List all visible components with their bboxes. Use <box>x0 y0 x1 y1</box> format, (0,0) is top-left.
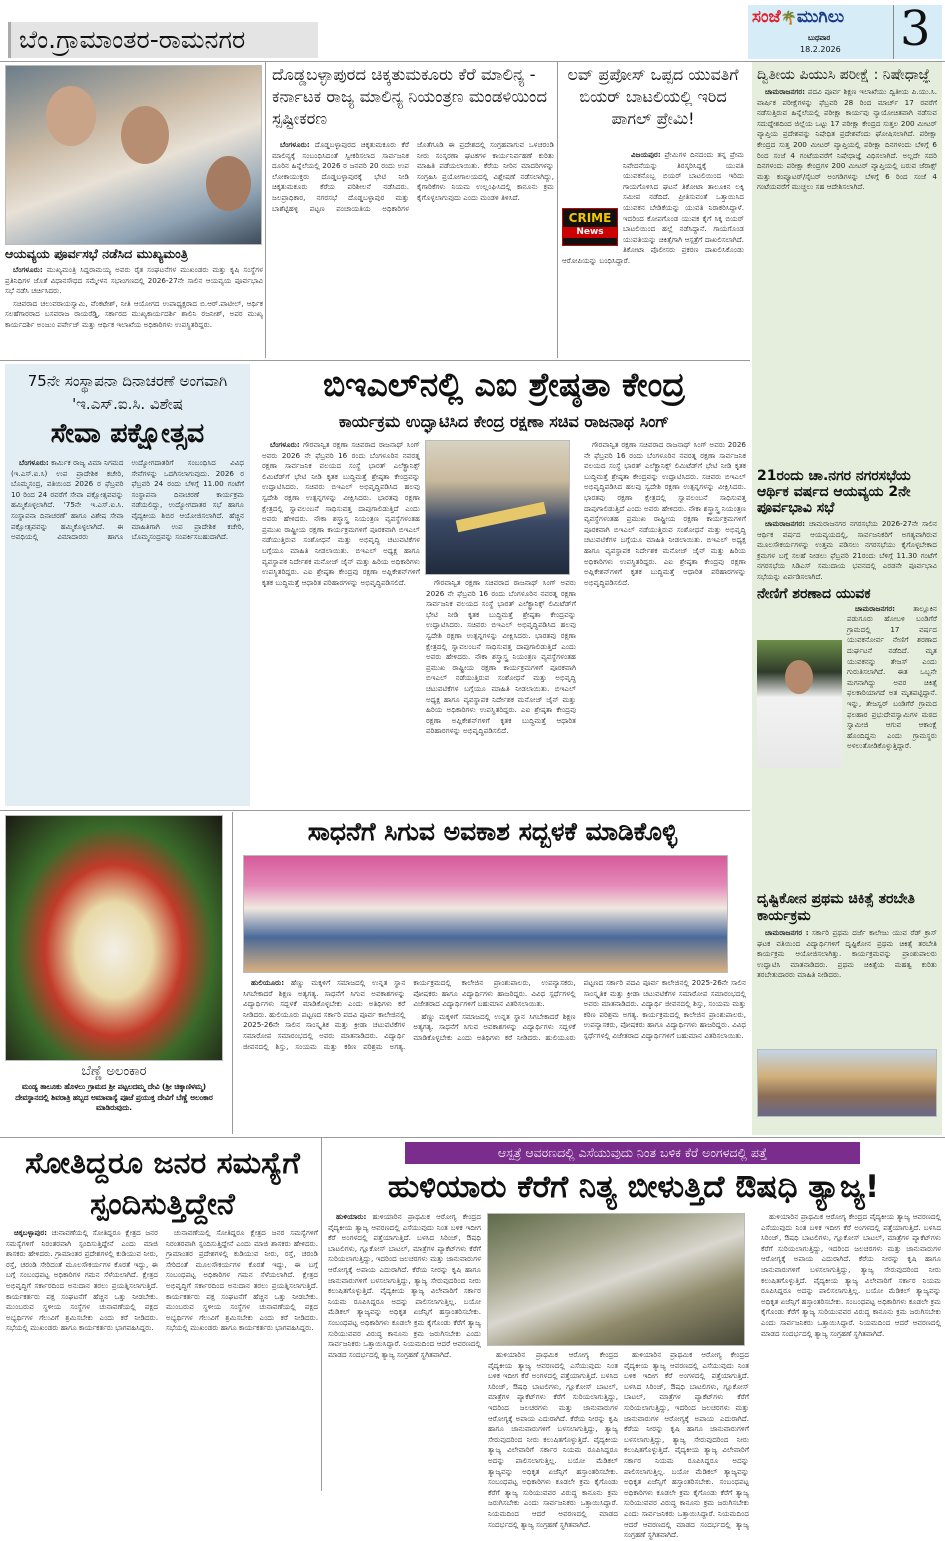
suicide-body <box>757 604 937 754</box>
budget-headline: 21ರಂದು ಚಾ.ನಗರ ನಗರಸಭೆಯ ಆರ್ಥಿಕ ವರ್ಷದ ಆಯವ್ಯಯ 2ನೇ ಪೂರ್ವಭಾವಿ ಸಭೆ <box>757 468 911 516</box>
temple-caption-title: ಬೆಣ್ಣೆ ಅಲಂಕಾರ <box>81 1064 147 1079</box>
paragraph: ಸರ್ಕಾರಿ ಪ್ರಥಮ ದರ್ಜೆ ಕಾಲೇಜು ಯುವ ರೆಡ್ ಕ್ರಾಸ್ ಘಟಕ ವತಿಯಿಂದ ವಿದ್ಯಾರ್ಥಿಗಳಿಗೆ ದೃಷ್ಟಿಕೋನ ಪ್ರಥಮ ಚಿಕಿತ್ಸೆ ತರಬೇತಿ ಕಾರ್ಯಕ್ರಮ ಆಯೋಜಿಸಲಾಗಿತ್ತು. ಕಾರ್ಯಕ್ರಮವನ್ನು ಪ್ರಾಂಶುಪಾಲರು ಉದ್ಘಾಟಿಸಿ ಮಾತನಾಡಿದರು. ಪ್ರಥಮ ಚಿಕಿತ್ಸೆಯ ಮಹತ್ವ ಕುರಿತು ತರಬೇತುದಾರರು ಮಾಹಿತಿ ನೀಡಿದರು. <box>757 928 937 980</box>
lake-headline: ದೊಡ್ಡಬಳ್ಳಾಪುರದ ಚಿಕ್ಕತುಮಕೂರು ಕೆರೆ ಮಾಲಿನ್ಯ - ಕರ್ನಾಟಕ ರಾಜ್ಯ ಮಾಲಿನ್ಯ ನಿಯಂತ್ರಣ ಮಂಡಳಿಯಿಂದ ಸ್ಪಷ್ಟೀಕರಣ <box>272 65 548 128</box>
dateline: ಹುಳಿಯಾರು: <box>336 1212 367 1221</box>
paragraph: ಚಾಮರಾಜನಗರ ನಗರಸಭೆಯ 2026-27ನೇ ಸಾಲಿನ ಆರ್ಥಿಕ ವರ್ಷದ ಆಯವ್ಯಯದಲ್ಲಿ, ಸಾರ್ವಜನಿಕರಿಗೆ ಅಗತ್ಯವಾಗಿರುವ ಮೂಲಸೌಕರ್ಯಗಳನ್ನು ಉತ್ತಮ ಪಡಿಸಲು ನಗರಸಭೆಯು ಕೈಗೊಳ್ಳಬೇಕಾದ ಕ್ರಮಗಳ ಬಗ್ಗೆ ಸಲಹೆ ನೀಡಲು ಫೆಬ್ರವರಿ 21ರಂದು ಬೆಳಿಗ್ಗೆ 11.30 ಗಂಟೆಗೆ ನಗರಸಭೆಯ ಸಿಡಿಎಸ್ ಸಮುದಾಯ ಭವನದಲ್ಲಿ ಎರಡನೇ ಪೂರ್ವಭಾವಿ ಸಭೆಯನ್ನು ಏರ್ಪಡಿಸಲಾಗಿದೆ. <box>757 519 937 581</box>
paragraph: ಹೆಣ್ಣು ಮಕ್ಕಳಿಗೆ ಸಮಾಜದಲ್ಲಿ ಉನ್ನತ ಸ್ಥಾನ ಸಿಗಬೇಕಾದರೆ ಶಿಕ್ಷಣ ಅತ್ಯಗತ್ಯ. ಸಾಧನೆಗೆ ಸಿಗುವ ಅವಕಾಶಗಳನ್ನು ವಿದ್ಯಾರ್ಥಿಗಳು ಸದ್ಬಳಕೆ ಮಾಡಿಕೊಳ್ಳಬೇಕು ಎಂದು ಅತಿಥಿಗಳು ಕರೆ ನೀಡಿದರು. ಹುಲಿಯೂರು ಪಟ್ಟಣದ ಸರ್ಕಾರಿ ಪದವಿ ಪೂರ್ವ ಕಾಲೇಜಿನಲ್ಲಿ 2025-26ನೇ ಸಾಲಿನ ಸಾಂಸ್ಕೃತಿಕ ಮತ್ತು ಕ್ರೀಡಾ ಚಟುವಟಿಕೆಗಳ ಸಮಾರೋಪ ಸಮಾರಂಭದಲ್ಲಿ ಅವರು ಮಾತನಾಡಿದರು. ವಿದ್ಯಾರ್ಥಿ ಜೀವನದಲ್ಲಿ ಶಿಸ್ತು, ಸಂಯಮ ಮತ್ತು ಕಠಿಣ ಪರಿಶ್ರಮ ಅಗತ್ಯ. ಕಾರ್ಯಕ್ರಮದಲ್ಲಿ ಕಾಲೇಜಿನ ಪ್ರಾಂಶುಪಾಲರು, ಉಪನ್ಯಾಸಕರು, ಪೋಷಕರು ಹಾಗೂ ವಿದ್ಯಾರ್ಥಿಗಳು ಹಾಜರಿದ್ದರು. ವಿವಿಧ ಸ್ಪರ್ಧೆಗಳಲ್ಲಿ ವಿಜೇತರಾದ ವಿದ್ಯಾರ್ಥಿಗಳಿಗೆ ಬಹುಮಾನ ವಿತರಿಸಲಾಯಿತು. <box>243 978 576 1051</box>
paragraph: ಹುಳಿಯಾರಿನ ಪ್ರಾಥಮಿಕ ಆರೋಗ್ಯ ಕೇಂದ್ರದ ವೈದ್ಯಕೀಯ ತ್ಯಾಜ್ಯ ಆವರಣದಲ್ಲಿ ಎಸೆಯುವುದು ನಿಂತ ಬಳಿಕ ಇದೀಗ ಕೆರೆ ಅಂಗಳದಲ್ಲಿ ಪತ್ತೆಯಾಗುತ್ತಿದೆ. ಬಳಸಿದ ಸಿರಿಂಜ್, ಔಷಧಿ ಬಾಟಲಿಗಳು, ಗ್ಲೂಕೋಸ್ ಬಾಟಲ್, ಮಾತ್ರೆಗಳ ಪ್ಯಾಕೆಟ್‌ಗಳು ಕೆರೆಗೆ ಸುರಿಯಲಾಗುತ್ತಿದ್ದು, ಇದರಿಂದ ಜಲಚರಗಳು ಮತ್ತು ಜಾನುವಾರುಗಳ ಆರೋಗ್ಯಕ್ಕೆ ಅಪಾಯ ಎದುರಾಗಿದೆ. ಕೆರೆಯ ನೀರನ್ನು ಕೃಷಿ ಹಾಗೂ ಜಾನುವಾರುಗಳಿಗೆ ಬಳಸಲಾಗುತ್ತಿದ್ದು, ತ್ಯಾಜ್ಯ ಸೇರುವುದರಿಂದ ನೀರು ಕಲುಷಿತಗೊಳ್ಳುತ್ತಿದೆ. ವೈದ್ಯಕೀಯ ತ್ಯಾಜ್ಯ ವಿಲೇವಾರಿಗೆ ಸರ್ಕಾರ ನಿಯಮ ರೂಪಿಸಿದ್ದರೂ ಅದನ್ನು ಪಾಲಿಸಲಾಗುತ್ತಿಲ್ಲ. ಬಯೋ ಮೆಡಿಕಲ್ ತ್ಯಾಜ್ಯವನ್ನು ಅಧಿಕೃತ ಏಜೆನ್ಸಿಗೆ ಹಸ್ತಾಂತರಿಸಬೇಕು. ಸಂಬಂಧಪಟ್ಟ ಅಧಿಕಾರಿಗಳು ಕೂಡಲೇ ಕ್ರಮ ಕೈಗೊಂಡು ಕೆರೆಗೆ ತ್ಯಾಜ್ಯ ಸುರಿಯುವವರ ವಿರುದ್ಧ ಕಾನೂನು ಕ್ರಮ ಜರುಗಿಸಬೇಕು ಎಂದು ಸಾರ್ವಜನಿಕರು ಒತ್ತಾಯಿಸಿದ್ದಾರೆ. ನಿಯಮದಿಂದ ಆದರೆ ಆವರಣದಲ್ಲಿ ಮಾಡದ ಸಂದರ್ಭದಲ್ಲಿ ತ್ಯಾಜ್ಯ ಸಂಗ್ರಹಣೆ ಸ್ಥಗಿತವಾಗಿದೆ. <box>761 1212 941 1338</box>
dateline: ವಿಜಯಪುರ: <box>631 150 661 159</box>
paragraph: ಗೌರವಾನ್ವಿತ ರಕ್ಷಣಾ ಸಚಿವರಾದ ರಾಜನಾಥ್ ಸಿಂಗ್ ಅವರು 2026 ನೇ ಫೆಬ್ರವರಿ 16 ರಂದು ಬೆಂಗಳೂರಿನ ನವರತ್ನ ರಕ್ಷಣಾ ಸಾರ್ವಜನಿಕ ವಲಯದ ಸಂಸ್ಥೆ ಭಾರತ್ ಎಲೆಕ್ಟ್ರಾನಿಕ್ಸ್ ಲಿಮಿಟೆಡ್‌ಗೆ ಭೇಟಿ ನೀಡಿ ಕೃತಕ ಬುದ್ಧಿಮತ್ತೆ ಶ್ರೇಷ್ಠತಾ ಕೇಂದ್ರವನ್ನು ಉದ್ಘಾಟಿಸಿದರು. ಸಚಿವರು ಬಿಇಎಲ್ ಅಭಿವೃದ್ಧಿಪಡಿಸಿದ ಹಲವು ಸ್ವದೇಶಿ ರಕ್ಷಣಾ ಉತ್ಪನ್ನಗಳನ್ನು ವೀಕ್ಷಿಸಿದರು. ಭಾರತವು ರಕ್ಷಣಾ ಕ್ಷೇತ್ರದಲ್ಲಿ ಸ್ವಾವಲಂಬನೆ ಸಾಧಿಸುವತ್ತ ದಾಪುಗಾಲಿಡುತ್ತಿದೆ ಎಂದು ಅವರು ಹೇಳಿದರು. ನೌಕಾ ಶಸ್ತ್ರಾಸ್ತ್ರ ನಿಯಂತ್ರಣ ವ್ಯವಸ್ಥೆಗಳಂತಹ ಪ್ರಮುಖ ರಾಷ್ಟ್ರೀಯ ರಕ್ಷಣಾ ಕಾರ್ಯಕ್ರಮಗಳಿಗೆ ಪೂರಕವಾಗಿ ಬಿಇಎಲ್ ನಡೆಯುತ್ತಿರುವ ಸಂಶೋಧನೆ ಮತ್ತು ಅಭಿವೃದ್ಧಿ ಚಟುವಟಿಕೆಗಳ ಬಗ್ಗೆಯೂ ಮಾಹಿತಿ ನೀಡಲಾಯಿತು. ಬಿಇಎಲ್ ಅಧ್ಯಕ್ಷ ಹಾಗೂ ವ್ಯವಸ್ಥಾಪಕ ನಿರ್ದೇಶಕ ಮನೋಜ್ ಜೈನ್ ಮತ್ತು ಹಿರಿಯ ಅಧಿಕಾರಿಗಳು ಉಪಸ್ಥಿತರಿದ್ದರು. ಎಐ ಶ್ರೇಷ್ಠತಾ ಕೇಂದ್ರವು ರಕ್ಷಣಾ ಅಪ್ಲಿಕೇಶನ್‌ಗಳಿಗೆ ಕೃತಕ ಬುದ್ಧಿಮತ್ತೆ ಆಧಾರಿತ ಪರಿಹಾರಗಳನ್ನು ಅಭಿವೃದ್ಧಿಪಡಿಸಲಿದೆ. <box>262 440 420 587</box>
esic-body <box>11 458 244 788</box>
waste-kicker: ಆಸ್ಪತ್ರೆ ಆವರಣದಲ್ಲಿ ಎಸೆಯುವುದು ನಿಂತ ಬಳಿಕ ಕೆರೆ ಅಂಗಳದಲ್ಲಿ ಪತ್ತೆ <box>405 1142 860 1164</box>
waste-body <box>328 1212 941 1540</box>
public-headline: ಸೋತಿದ್ದರೂ ಜನರ ಸಮಸ್ಯೆಗೆ ಸ್ಪಂದಿಸುತ್ತಿದ್ದೇನೆ <box>25 1146 300 1222</box>
dateline: ಹುಲಿಯೂರು: <box>251 978 285 987</box>
lake-body <box>272 140 554 352</box>
students-headline: ಸಾಧನೆಗೆ ಸಿಗುವ ಅವಕಾಶ ಸದ್ಬಳಕೆ ಮಾಡಿಕೊಳ್ಳಿ <box>307 817 678 846</box>
students-body <box>243 978 746 1130</box>
youth-photo <box>757 640 842 768</box>
paragraph: ಗೌರವಾನ್ವಿತ ರಕ್ಷಣಾ ಸಚಿವರಾದ ರಾಜನಾಥ್ ಸಿಂಗ್ ಅವರು 2026 ನೇ ಫೆಬ್ರವರಿ 16 ರಂದು ಬೆಂಗಳೂರಿನ ನವರತ್ನ ರಕ್ಷಣಾ ಸಾರ್ವಜನಿಕ ವಲಯದ ಸಂಸ್ಥೆ ಭಾರತ್ ಎಲೆಕ್ಟ್ರಾನಿಕ್ಸ್ ಲಿಮಿಟೆಡ್‌ಗೆ ಭೇಟಿ ನೀಡಿ ಕೃತಕ ಬುದ್ಧಿಮತ್ತೆ ಶ್ರೇಷ್ಠತಾ ಕೇಂದ್ರವನ್ನು ಉದ್ಘಾಟಿಸಿದರು. ಸಚಿವರು ಬಿಇಎಲ್ ಅಭಿವೃದ್ಧಿಪಡಿಸಿದ ಹಲವು ಸ್ವದೇಶಿ ರಕ್ಷಣಾ ಉತ್ಪನ್ನಗಳನ್ನು ವೀಕ್ಷಿಸಿದರು. ಭಾರತವು ರಕ್ಷಣಾ ಕ್ಷೇತ್ರದಲ್ಲಿ ಸ್ವಾವಲಂಬನೆ ಸಾಧಿಸುವತ್ತ ದಾಪುಗಾಲಿಡುತ್ತಿದೆ ಎಂದು ಅವರು ಹೇಳಿದರು. ನೌಕಾ ಶಸ್ತ್ರಾಸ್ತ್ರ ನಿಯಂತ್ರಣ ವ್ಯವಸ್ಥೆಗಳಂತಹ ಪ್ರಮುಖ ರಾಷ್ಟ್ರೀಯ ರಕ್ಷಣಾ ಕಾರ್ಯಕ್ರಮಗಳಿಗೆ ಪೂರಕವಾಗಿ ಬಿಇಎಲ್ ನಡೆಯುತ್ತಿರುವ ಸಂಶೋಧನೆ ಮತ್ತು ಅಭಿವೃದ್ಧಿ ಚಟುವಟಿಕೆಗಳ ಬಗ್ಗೆಯೂ ಮಾಹಿತಿ ನೀಡಲಾಯಿತು. ಬಿಇಎಲ್ ಅಧ್ಯಕ್ಷ ಹಾಗೂ ವ್ಯವಸ್ಥಾಪಕ ನಿರ್ದೇಶಕ ಮನೋಜ್ ಜೈನ್ ಮತ್ತು ಹಿರಿಯ ಅಧಿಕಾರಿಗಳು ಉಪಸ್ಥಿತರಿದ್ದರು. ಎಐ ಶ್ರೇಷ್ಠತಾ ಕೇಂದ್ರವು ರಕ್ಷಣಾ ಅಪ್ಲಿಕೇಶನ್‌ಗಳಿಗೆ ಕೃತಕ ಬುದ್ಧಿಮತ್ತೆ ಆಧಾರಿತ ಪರಿಹಾರಗಳನ್ನು ಅಭಿವೃದ್ಧಿಪಡಿಸಲಿದೆ. <box>584 440 746 587</box>
paragraph: ಪ್ರೇಮಿಗಳ ದಿನದಂದು ತನ್ನ ಪ್ರೇಮ ನಿವೇದನೆಯನ್ನು ತಿರಸ್ಕರಿಸಿದ್ದಕ್ಕೆ ಯುವತಿ ಯುವಕನೊಬ್ಬ ಬಿಯರ್ ಬಾಟಲಿಯಿಂದ ಇರಿದು ಗಾಯಗೊಳಿಸಿದ ಘಟನೆ ತಿಕೋಟಾ ತಾಲೂಕಿನ ಲಕ್ಕಿ ಸಮೀಪ ನಡೆದಿದೆ. ಪ್ರೀತಿಸುವಂತೆ ಒತ್ತಾಯಿಸಿದ ಯುವಕನ ಬೇಡಿಕೆಯನ್ನು ಯುವತಿ ನಿರಾಕರಿಸಿದ್ದಾಳೆ. ಇದರಿಂದ ಕೋಪಗೊಂಡ ಯುವಕ ಕೈಗೆ ಸಿಕ್ಕ ಬಿಯರ್ ಬಾಟಲಿಯಿಂದ ಹಲ್ಲೆ ನಡೆಸಿದ್ದಾನೆ. ಗಾಯಗೊಂಡ ಯುವತಿಯನ್ನು ಚಿಕಿತ್ಸೆಗಾಗಿ ಆಸ್ಪತ್ರೆಗೆ ದಾಖಲಿಸಲಾಗಿದೆ. ತಿಕೋಟಾ ಪೊಲೀಸರು ಪ್ರಕರಣ ದಾಖಲಿಸಿಕೊಂಡು ಆರೋಪಿಯನ್ನು ಬಂಧಿಸಿದ್ದಾರೆ. <box>562 150 744 265</box>
paragraph: ಹುಳಿಯಾರಿನ ಪ್ರಾಥಮಿಕ ಆರೋಗ್ಯ ಕೇಂದ್ರದ ವೈದ್ಯಕೀಯ ತ್ಯಾಜ್ಯ ಆವರಣದಲ್ಲಿ ಎಸೆಯುವುದು ನಿಂತ ಬಳಿಕ ಇದೀಗ ಕೆರೆ ಅಂಗಳದಲ್ಲಿ ಪತ್ತೆಯಾಗುತ್ತಿದೆ. ಬಳಸಿದ ಸಿರಿಂಜ್, ಔಷಧಿ ಬಾಟಲಿಗಳು, ಗ್ಲೂಕೋಸ್ ಬಾಟಲ್, ಮಾತ್ರೆಗಳ ಪ್ಯಾಕೆಟ್‌ಗಳು ಕೆರೆಗೆ ಸುರಿಯಲಾಗುತ್ತಿದ್ದು, ಇದರಿಂದ ಜಲಚರಗಳು ಮತ್ತು ಜಾನುವಾರುಗಳ ಆರೋಗ್ಯಕ್ಕೆ ಅಪಾಯ ಎದುರಾಗಿದೆ. ಕೆರೆಯ ನೀರನ್ನು ಕೃಷಿ ಹಾಗೂ ಜಾನುವಾರುಗಳಿಗೆ ಬಳಸಲಾಗುತ್ತಿದ್ದು, ತ್ಯಾಜ್ಯ ಸೇರುವುದರಿಂದ ನೀರು ಕಲುಷಿತಗೊಳ್ಳುತ್ತಿದೆ. ವೈದ್ಯಕೀಯ ತ್ಯಾಜ್ಯ ವಿಲೇವಾರಿಗೆ ಸರ್ಕಾರ ನಿಯಮ ರೂಪಿಸಿದ್ದರೂ ಅದನ್ನು ಪಾಲಿಸಲಾಗುತ್ತಿಲ್ಲ. ಬಯೋ ಮೆಡಿಕಲ್ ತ್ಯಾಜ್ಯವನ್ನು ಅಧಿಕೃತ ಏಜೆನ್ಸಿಗೆ ಹಸ್ತಾಂತರಿಸಬೇಕು. ಸಂಬಂಧಪಟ್ಟ ಅಧಿಕಾರಿಗಳು ಕೂಡಲೇ ಕ್ರಮ ಕೈಗೊಂಡು ಕೆರೆಗೆ ತ್ಯಾಜ್ಯ ಸುರಿಯುವವರ ವಿರುದ್ಧ ಕಾನೂನು ಕ್ರಮ ಜರುಗಿಸಬೇಕು ಎಂದು ಸಾರ್ವಜನಿಕರು ಒತ್ತಾಯಿಸಿದ್ದಾರೆ. ನಿಯಮದಿಂದ ಆದರೆ ಆವರಣದಲ್ಲಿ ಮಾಡದ ಸಂದರ್ಭದಲ್ಲಿ ತ್ಯಾಜ್ಯ ಸಂಗ್ರಹಣೆ ಸ್ಥಗಿತವಾಗಿದೆ. <box>488 1350 618 1529</box>
dateline: ಬೆಂಗಳೂರು: <box>13 265 43 274</box>
bel-body <box>262 440 746 808</box>
paragraph: ಗೌರವಾನ್ವಿತ ರಕ್ಷಣಾ ಸಚಿವರಾದ ರಾಜನಾಥ್ ಸಿಂಗ್ ಅವರು 2026 ನೇ ಫೆಬ್ರವರಿ 16 ರಂದು ಬೆಂಗಳೂರಿನ ನವರತ್ನ ರಕ್ಷಣಾ ಸಾರ್ವಜನಿಕ ವಲಯದ ಸಂಸ್ಥೆ ಭಾರತ್ ಎಲೆಕ್ಟ್ರಾನಿಕ್ಸ್ ಲಿಮಿಟೆಡ್‌ಗೆ ಭೇಟಿ ನೀಡಿ ಕೃತಕ ಬುದ್ಧಿಮತ್ತೆ ಶ್ರೇಷ್ಠತಾ ಕೇಂದ್ರವನ್ನು ಉದ್ಘಾಟಿಸಿದರು. ಸಚಿವರು ಬಿಇಎಲ್ ಅಭಿವೃದ್ಧಿಪಡಿಸಿದ ಹಲವು ಸ್ವದೇಶಿ ರಕ್ಷಣಾ ಉತ್ಪನ್ನಗಳನ್ನು ವೀಕ್ಷಿಸಿದರು. ಭಾರತವು ರಕ್ಷಣಾ ಕ್ಷೇತ್ರದಲ್ಲಿ ಸ್ವಾವಲಂಬನೆ ಸಾಧಿಸುವತ್ತ ದಾಪುಗಾಲಿಡುತ್ತಿದೆ ಎಂದು ಅವರು ಹೇಳಿದರು. ನೌಕಾ ಶಸ್ತ್ರಾಸ್ತ್ರ ನಿಯಂತ್ರಣ ವ್ಯವಸ್ಥೆಗಳಂತಹ ಪ್ರಮುಖ ರಾಷ್ಟ್ರೀಯ ರಕ್ಷಣಾ ಕಾರ್ಯಕ್ರಮಗಳಿಗೆ ಪೂರಕವಾಗಿ ಬಿಇಎಲ್ ನಡೆಯುತ್ತಿರುವ ಸಂಶೋಧನೆ ಮತ್ತು ಅಭಿವೃದ್ಧಿ ಚಟುವಟಿಕೆಗಳ ಬಗ್ಗೆಯೂ ಮಾಹಿತಿ ನೀಡಲಾಯಿತು. ಬಿಇಎಲ್ ಅಧ್ಯಕ್ಷ ಹಾಗೂ ವ್ಯವಸ್ಥಾಪಕ ನಿರ್ದೇಶಕ ಮನೋಜ್ ಜೈನ್ ಮತ್ತು ಹಿರಿಯ ಅಧಿಕಾರಿಗಳು ಉಪಸ್ಥಿತರಿದ್ದರು. ಎಐ ಶ್ರೇಷ್ಠತಾ ಕೇಂದ್ರವು ರಕ್ಷಣಾ ಅಪ್ಲಿಕೇಶನ್‌ಗಳಿಗೆ ಕೃತಕ ಬುದ್ಧಿಮತ್ತೆ ಆಧಾರಿತ ಪರಿಹಾರಗಳನ್ನು ಅಭಿವೃದ್ಧಿಪಡಿಸಲಿದೆ. <box>426 578 576 736</box>
paragraph: ಹುಳಿಯಾರಿನ ಪ್ರಾಥಮಿಕ ಆರೋಗ್ಯ ಕೇಂದ್ರದ ವೈದ್ಯಕೀಯ ತ್ಯಾಜ್ಯ ಆವರಣದಲ್ಲಿ ಎಸೆಯುವುದು ನಿಂತ ಬಳಿಕ ಇದೀಗ ಕೆರೆ ಅಂಗಳದಲ್ಲಿ ಪತ್ತೆಯಾಗುತ್ತಿದೆ. ಬಳಸಿದ ಸಿರಿಂಜ್, ಔಷಧಿ ಬಾಟಲಿಗಳು, ಗ್ಲೂಕೋಸ್ ಬಾಟಲ್, ಮಾತ್ರೆಗಳ ಪ್ಯಾಕೆಟ್‌ಗಳು ಕೆರೆಗೆ ಸುರಿಯಲಾಗುತ್ತಿದ್ದು, ಇದರಿಂದ ಜಲಚರಗಳು ಮತ್ತು ಜಾನುವಾರುಗಳ ಆರೋಗ್ಯಕ್ಕೆ ಅಪಾಯ ಎದುರಾಗಿದೆ. ಕೆರೆಯ ನೀರನ್ನು ಕೃಷಿ ಹಾಗೂ ಜಾನುವಾರುಗಳಿಗೆ ಬಳಸಲಾಗುತ್ತಿದ್ದು, ತ್ಯಾಜ್ಯ ಸೇರುವುದರಿಂದ ನೀರು ಕಲುಷಿತಗೊಳ್ಳುತ್ತಿದೆ. ವೈದ್ಯಕೀಯ ತ್ಯಾಜ್ಯ ವಿಲೇವಾರಿಗೆ ಸರ್ಕಾರ ನಿಯಮ ರೂಪಿಸಿದ್ದರೂ ಅದನ್ನು ಪಾಲಿಸಲಾಗುತ್ತಿಲ್ಲ. ಬಯೋ ಮೆಡಿಕಲ್ ತ್ಯಾಜ್ಯವನ್ನು ಅಧಿಕೃತ ಏಜೆನ್ಸಿಗೆ ಹಸ್ತಾಂತರಿಸಬೇಕು. ಸಂಬಂಧಪಟ್ಟ ಅಧಿಕಾರಿಗಳು ಕೂಡಲೇ ಕ್ರಮ ಕೈಗೊಂಡು ಕೆರೆಗೆ ತ್ಯಾಜ್ಯ ಸುರಿಯುವವರ ವಿರುದ್ಧ ಕಾನೂನು ಕ್ರಮ ಜರುಗಿಸಬೇಕು ಎಂದು ಸಾರ್ವಜನಿಕರು ಒತ್ತಾಯಿಸಿದ್ದಾರೆ. ನಿಯಮದಿಂದ ಆದರೆ ಆವರಣದಲ್ಲಿ ಮಾಡದ ಸಂದರ್ಭದಲ್ಲಿ ತ್ಯಾಜ್ಯ ಸಂಗ್ರಹಣೆ ಸ್ಥಗಿತವಾಗಿದೆ. <box>328 1212 481 1359</box>
bel-subhead: ಕಾರ್ಯಕ್ರಮ ಉದ್ಘಾಟಿಸಿದ ಕೇಂದ್ರ ರಕ್ಷಣಾ ಸಚಿವ ರಾಜನಾಥ ಸಿಂಗ್ <box>338 412 670 431</box>
temple-caption: ಮಂಡ್ಯ ತಾಲೂಕು ಹೊಳಲು ಗ್ರಾಮದ ಶ್ರೀ ಪಟ್ಟಲದಮ್ಮ ದೇವಿ (ಶ್ರೀ ಚಿಕ್ಕಾಣಿಳಮ್ಮ) ದೇವಸ್ಥಾನದಲ್ಲಿ ಶಿವರಾತ್ರಿ ಹಬ್ಬದ ಅಮಾವಾಸ್ಯೆ ಪೂಜೆ ಪ್ರಯುಕ್ತ ದೇವಿಗೆ ಬೆಣ್ಣೆ ಅಲಂಕಾರ ಮಾಡಿರುವುದು. <box>15 1082 213 1112</box>
waste-headline: ಹುಳಿಯಾರು ಕೆರೆಗೆ ನಿತ್ಯ ಬೀಳುತ್ತಿದೆ ಔಷಧಿ ತ್ಯಾಜ್ಯ! <box>387 1169 880 1205</box>
puc-headline: ದ್ವಿತೀಯ ಪಿಯುಸಿ ಪರೀಕ್ಷೆ : ನಿಷೇಧಾಜ್ಞೆ <box>757 67 931 83</box>
paragraph: ಕಾರ್ಮಿಕ ರಾಜ್ಯ ವಿಮಾ ನಿಗಮದ (ಇ.ಎಸ್.ಐ.ಸಿ) ಉಪ ಪ್ರಾದೇಶಿಕ ಕಚೇರಿ, ಬೊಮ್ಮಸಂದ್ರ, ವತಿಯಿಂದ 2026 ರ ಫೆಬ್ರವರಿ 10 ರಿಂದ 24 ರವರೆಗೆ ಸೇವಾ ಪಕ್ಷೋತ್ಸವವನ್ನು ಹಮ್ಮಿಕೊಳ್ಳಲಾಗಿದೆ. '75ನೇ ಇ.ಎಸ್.ಐ.ಸಿ. ಸಂಸ್ಥಾಪನಾ ದಿನಾಚರಣೆ' ಹಾಗೂ ವಿಶೇಷ ಸೇವಾ ಪಕ್ಷೋತ್ಸವವನ್ನು ಹಮ್ಮಿಕೊಳ್ಳಲಾಗಿದೆ. ಈ ಅವಧಿಯಲ್ಲಿ ವಿಮಾದಾರರು ಹಾಗೂ ಉದ್ಯೋಗದಾತರಿಗೆ ಸಂಬಂಧಿಸಿದ ವಿವಿಧ ಸೇವೆಗಳನ್ನು ಒದಗಿಸಲಾಗುವುದು. 2026 ರ ಫೆಬ್ರವರಿ 24 ರಂದು ಬೆಳಿಗ್ಗೆ 11.00 ಗಂಟೆಗೆ ಸಂಸ್ಥಾಪನಾ ದಿನಾಚರಣೆ ಕಾರ್ಯಕ್ರಮ ನಡೆಯಲಿದ್ದು, ಉದ್ಯೋಗದಾತರ ಸಭೆ ಹಾಗೂ ವೈದ್ಯಕೀಯ ಶಿಬಿರ ಆಯೋಜಿಸಲಾಗಿದೆ. ಹೆಚ್ಚಿನ ಮಾಹಿತಿಗಾಗಿ ಉಪ ಪ್ರಾದೇಶಿಕ ಕಚೇರಿ, ಬೊಮ್ಮಸಂದ್ರವನ್ನು ಸಂಪರ್ಕಿಸಬಹುದಾಗಿದೆ. <box>11 458 244 542</box>
section-title: ಬೆಂ.ಗ್ರಾಮಾಂತರ-ರಾಮನಗರ <box>19 25 246 54</box>
eye-headline: ದೃಷ್ಟಿಕೋನ ಪ್ರಥಮ ಚಿಕಿತ್ಸೆ ತರಬೇತಿ ಕಾರ್ಯಕ್ರಮ <box>757 891 915 924</box>
right-column <box>752 62 942 807</box>
right-column-lower <box>752 807 942 1135</box>
crime-news-logo <box>562 208 618 246</box>
dateline: ಚಾಮರಾಜನಗರ : <box>765 928 809 937</box>
news-logo-text: News <box>563 227 617 238</box>
paragraph: ಹುಳಿಯಾರಿನ ಪ್ರಾಥಮಿಕ ಆರೋಗ್ಯ ಕೇಂದ್ರದ ವೈದ್ಯಕೀಯ ತ್ಯಾಜ್ಯ ಆವರಣದಲ್ಲಿ ಎಸೆಯುವುದು ನಿಂತ ಬಳಿಕ ಇದೀಗ ಕೆರೆ ಅಂಗಳದಲ್ಲಿ ಪತ್ತೆಯಾಗುತ್ತಿದೆ. ಬಳಸಿದ ಸಿರಿಂಜ್, ಔಷಧಿ ಬಾಟಲಿಗಳು, ಗ್ಲೂಕೋಸ್ ಬಾಟಲ್, ಮಾತ್ರೆಗಳ ಪ್ಯಾಕೆಟ್‌ಗಳು ಕೆರೆಗೆ ಸುರಿಯಲಾಗುತ್ತಿದ್ದು, ಇದರಿಂದ ಜಲಚರಗಳು ಮತ್ತು ಜಾನುವಾರುಗಳ ಆರೋಗ್ಯಕ್ಕೆ ಅಪಾಯ ಎದುರಾಗಿದೆ. ಕೆರೆಯ ನೀರನ್ನು ಕೃಷಿ ಹಾಗೂ ಜಾನುವಾರುಗಳಿಗೆ ಬಳಸಲಾಗುತ್ತಿದ್ದು, ತ್ಯಾಜ್ಯ ಸೇರುವುದರಿಂದ ನೀರು ಕಲುಷಿತಗೊಳ್ಳುತ್ತಿದೆ. ವೈದ್ಯಕೀಯ ತ್ಯಾಜ್ಯ ವಿಲೇವಾರಿಗೆ ಸರ್ಕಾರ ನಿಯಮ ರೂಪಿಸಿದ್ದರೂ ಅದನ್ನು ಪಾಲಿಸಲಾಗುತ್ತಿಲ್ಲ. ಬಯೋ ಮೆಡಿಕಲ್ ತ್ಯಾಜ್ಯವನ್ನು ಅಧಿಕೃತ ಏಜೆನ್ಸಿಗೆ ಹಸ್ತಾಂತರಿಸಬೇಕು. ಸಂಬಂಧಪಟ್ಟ ಅಧಿಕಾರಿಗಳು ಕೂಡಲೇ ಕ್ರಮ ಕೈಗೊಂಡು ಕೆರೆಗೆ ತ್ಯಾಜ್ಯ ಸುರಿಯುವವರ ವಿರುದ್ಧ ಕಾನೂನು ಕ್ರಮ ಜರುಗಿಸಬೇಕು ಎಂದು ಸಾರ್ವಜನಿಕರು ಒತ್ತಾಯಿಸಿದ್ದಾರೆ. ನಿಯಮದಿಂದ ಆದರೆ ಆವರಣದಲ್ಲಿ ಮಾಡದ ಸಂದರ್ಭದಲ್ಲಿ ತ್ಯಾಜ್ಯ ಸಂಗ್ರಹಣೆ ಸ್ಥಗಿತವಾಗಿದೆ. <box>624 1350 749 1540</box>
paragraph: ಹೆಣ್ಣು ಮಕ್ಕಳಿಗೆ ಸಮಾಜದಲ್ಲಿ ಉನ್ನತ ಸ್ಥಾನ ಸಿಗಬೇಕಾದರೆ ಶಿಕ್ಷಣ ಅತ್ಯಗತ್ಯ. ಸಾಧನೆಗೆ ಸಿಗುವ ಅವಕಾಶಗಳನ್ನು ವಿದ್ಯಾರ್ಥಿಗಳು ಸದ್ಬಳಕೆ ಮಾಡಿಕೊಳ್ಳಬೇಕು ಎಂದು ಅತಿಥಿಗಳು ಕರೆ ನೀಡಿದರು. ಹುಲಿಯೂರು ಪಟ್ಟಣದ ಸರ್ಕಾರಿ ಪದವಿ ಪೂರ್ವ ಕಾಲೇಜಿನಲ್ಲಿ 2025-26ನೇ ಸಾಲಿನ ಸಾಂಸ್ಕೃತಿಕ ಮತ್ತು ಕ್ರೀಡಾ ಚಟುವಟಿಕೆಗಳ ಸಮಾರೋಪ ಸಮಾರಂಭದಲ್ಲಿ ಅವರು ಮಾತನಾಡಿದರು. ವಿದ್ಯಾರ್ಥಿ ಜೀವನದಲ್ಲಿ ಶಿಸ್ತು, ಸಂಯಮ ಮತ್ತು ಕಠಿಣ ಪರಿಶ್ರಮ ಅಗತ್ಯ. ಕಾರ್ಯಕ್ರಮದಲ್ಲಿ ಕಾಲೇಜಿನ ಪ್ರಾಂಶುಪಾಲರು, ಉಪನ್ಯಾಸಕರು, ಪೋಷಕರು ಹಾಗೂ ವಿದ್ಯಾರ್ಥಿಗಳು ಹಾಜರಿದ್ದರು. ವಿವಿಧ ಸ್ಪರ್ಧೆಗಳಲ್ಲಿ ವಿಜೇತರಾದ ವಿದ್ಯಾರ್ಥಿಗಳಿಗೆ ಬಹುಮಾನ ವಿತರಿಸಲಾಯಿತು. <box>413 978 746 1042</box>
esic-headline-1: 75ನೇ ಸಂಸ್ಥಾಪನಾ ದಿನಾಚರಣೆ ಅಂಗವಾಗಿ 'ಇ.ಎಸ್.ಐ.ಸಿ. ವಿಶೇಷ <box>27 372 228 413</box>
section-title-box <box>8 22 318 58</box>
date: 18.2.2026 <box>800 45 841 54</box>
crime-body <box>562 150 744 355</box>
dateline: ಚಿಕ್ಕಬಳ್ಳಾಪುರ: <box>14 1228 48 1237</box>
public-body <box>6 1228 318 1488</box>
bel-headline: ಬಿಇಎಲ್‌ನಲ್ಲಿ ಎಐ ಶ್ರೇಷ್ಠತಾ ಕೇಂದ್ರ <box>322 365 686 404</box>
day: ಬುಧವಾರ <box>808 34 831 42</box>
suicide-headline: ನೇಣಿಗೆ ಶರಣಾದ ಯುವಕ <box>757 585 871 602</box>
paragraph: ತಾಲ್ಲೂಕಿನ ಪಡುಗೂರು ಹೋಬಳಿ ಬಂಡಿಗೆರೆ ಗ್ರಾಮದಲ್ಲಿ 17 ವರ್ಷದ ಯುವಕನೋರ್ವ ನೇಣಿಗೆ ಶರಣಾದ ದುರ್ಘಟನೆ ನಡೆದಿದೆ. ಮೃತ ಯುವಕನನ್ನು ತೇಜಸ್ ಎಂದು ಗುರುತಿಸಲಾಗಿದೆ. ಈತ ಒಬ್ಬನೇ ಮಗನಾಗಿದ್ದು ಅವರ ಚಿಕಿತ್ಸೆ ಫಲಕಾರಿಯಾಗದೆ ಅತ ಮೃತಪಟ್ಟಿದ್ದಾನೆ. ಇನ್ನು, ತೇಜಸ್ವರ್ ಬಂಡಿಗೆರೆ ಗ್ರಾಮದ ಫಲಹಾರ ಪ್ರಭುದೇವಸ್ವಾಮಿಗಳ ಮಠದ ಸ್ವಾಮೀಜಿ ಆಗುವ ಆಕಾಂಕ್ಷೆ ಹೊಂದಿದ್ದನು ಎಂದು ಗ್ರಾಮಸ್ಥರು ಅಳಲುತೋಡಿಕೊಳ್ಳುತ್ತಿದ್ದಾರೆ. <box>847 603 937 751</box>
paragraph: ಸಚಿವರಾದ ಚಲುವರಾಯಸ್ವಾಮಿ, ವೆಂಕಟೇಶ್, ನೀತಿ ಆಯೋಗದ ಉಪಾಧ್ಯಕ್ಷರಾದ ಬಿ.ಆರ್.ಪಾಟೀಲ್, ಆರ್ಥಿಕ ಸಲಹೆಗಾರರಾದ ಬಸವರಾಜ ರಾಯರೆಡ್ಡಿ, ಸರ್ಕಾರದ ಮುಖ್ಯಕಾರ್ಯದರ್ಶಿ ಶಾಲಿನಿ ರಜನೀಶ್, ಅಪರ ಮುಖ್ಯ ಕಾರ್ಯದರ್ಶಿ ಅಂಜುಂ ಪರ್ವೇಜ್ ಮತ್ತು ಆರ್ಥಿಕ ಇಲಾಖೆಯ ಅಧಿಕಾರಿಗಳು ಉಪಸ್ಥಿತರಿದ್ದರು. <box>5 298 263 329</box>
crime-logo-text: CRIME <box>568 211 612 225</box>
cm-headline: ಆಯವ್ಯಯ ಪೂರ್ವಸಭೆ ನಡೆಸಿದ ಮುಖ್ಯಮಂತ್ರಿ <box>5 246 188 261</box>
eye-body <box>757 928 937 1043</box>
budget-body <box>757 519 937 583</box>
crime-headline: ಲವ್ ಪ್ರಪೋಸ್ ಒಪ್ಪದ ಯುವತಿಗೆ ಬಿಯರ್ ಬಾಟಲಿಯಲ್ಲಿ ಇರಿದ ಪಾಗಲ್ ಪ್ರೇಮಿ! <box>567 65 739 128</box>
paragraph: ಚುನಾವಣೆಯಲ್ಲಿ ಸೋತಿದ್ದರೂ ಕ್ಷೇತ್ರದ ಜನರ ಸಮಸ್ಯೆಗಳಿಗೆ ನಿರಂತರವಾಗಿ ಸ್ಪಂದಿಸುತ್ತಿದ್ದೇನೆ ಎಂದು ಮಾಜಿ ಶಾಸಕರು ಹೇಳಿದರು. ಗ್ರಾಮಾಂತರ ಪ್ರದೇಶಗಳಲ್ಲಿ ಕುಡಿಯುವ ನೀರು, ರಸ್ತೆ, ಚರಂಡಿ ಸೇರಿದಂತೆ ಮೂಲಸೌಕರ್ಯಗಳ ಕೊರತೆ ಇದ್ದು, ಈ ಬಗ್ಗೆ ಸಂಬಂಧಪಟ್ಟ ಅಧಿಕಾರಿಗಳ ಗಮನ ಸೆಳೆಯಲಾಗಿದೆ. ಕ್ಷೇತ್ರದ ಅಭಿವೃದ್ಧಿಗೆ ಸರ್ಕಾರದಿಂದ ಅನುದಾನ ತರಲು ಪ್ರಯತ್ನಿಸಲಾಗುತ್ತಿದೆ. ಕಾರ್ಯಕರ್ತರು ಪಕ್ಷ ಸಂಘಟನೆಗೆ ಹೆಚ್ಚಿನ ಒತ್ತು ನೀಡಬೇಕು. ಮುಂಬರುವ ಸ್ಥಳೀಯ ಸಂಸ್ಥೆಗಳ ಚುನಾವಣೆಯಲ್ಲಿ ಪಕ್ಷದ ಅಭ್ಯರ್ಥಿಗಳ ಗೆಲುವಿಗೆ ಶ್ರಮಿಸಬೇಕು ಎಂದು ಕರೆ ನೀಡಿದರು. ಸಭೆಯಲ್ಲಿ ಮುಖಂಡರು ಹಾಗೂ ಕಾರ್ಯಕರ್ತರು ಭಾಗವಹಿಸಿದ್ದರು. <box>6 1228 158 1333</box>
esic-box <box>5 364 250 806</box>
page-number: 3 <box>900 1 931 57</box>
students-group-photo <box>243 855 728 973</box>
paragraph: ದೊಡ್ಡಬಳ್ಳಾಪುರದ ಚಿಕ್ಕತುಮಕೂರು ಕೆರೆ ಮಾಲಿನ್ಯಕ್ಕೆ ಸಂಬಂಧಿಸಿದಂತೆ ಸ್ವೀಕರಿಸಲಾದ ಸಾರ್ವಜನಿಕ ದೂರಿನ ಹಿನ್ನೆಲೆಯಲ್ಲಿ 2026 ರ ಜನವರಿ 20 ರಂದು ಉಪ ಲೋಕಾಯುಕ್ತರು ದೊಡ್ಡಬಳ್ಳಾಪುರಕ್ಕೆ ಭೇಟಿ ನೀಡಿ ಚಿಕ್ಕತುಮಕೂರು ಕೆರೆಯ ಪರಿಶೀಲನೆ ನಡೆಸಿದರು. ಜಲಪ್ರಾಧಿಕಾರ, ನಗರಸಭೆ ದೊಡ್ಡಬಳ್ಳಾಪುರ ಮತ್ತು ಬಾಶೆಟ್ಟಿಹಳ್ಳಿ ಪಟ್ಟಣ ಪಂಚಾಯತಿಯ ಅಧಿಕಾರಿಗಳ ಜೊತೆಗೂಡಿ ಈ ಪ್ರದೇಶದಲ್ಲಿ ಸಂಗ್ರಹವಾಗುವ ಒಳಚರಂಡಿ ನೀರು ಸಂಸ್ಕರಣಾ ಘಟಕಗಳ ಕಾರ್ಯನಿರ್ವಹಣೆ ಕುರಿತು ಮಾಹಿತಿ ಪಡೆಯಲಾಯಿತು. ಕೆರೆಯ ನೀರಿನ ಮಾದರಿಗಳನ್ನು ಸಂಗ್ರಹಿಸಿ ಪ್ರಯೋಗಾಲಯದಲ್ಲಿ ವಿಶ್ಲೇಷಣೆ ನಡೆಸಲಾಗಿದ್ದು, ಕೈಗಾರಿಕೆಗಳು ನಿಯಮ ಉಲ್ಲಂಘಿಸಿದಲ್ಲಿ ಕಾನೂನು ಕ್ರಮ ಕೈಗೊಳ್ಳಲಾಗುವುದು ಎಂದು ಮಂಡಳಿ ತಿಳಿಸಿದೆ. <box>272 140 554 213</box>
logo-right: ಮುಗಿಲು <box>796 7 845 27</box>
cm-meeting-photo <box>5 65 262 245</box>
dateline: ಚಾಮರಾಜನಗರ: <box>765 87 806 96</box>
puc-body <box>757 87 937 462</box>
paragraph: ಮುಖ್ಯಮಂತ್ರಿ ಸಿದ್ದರಾಮಯ್ಯ ಅವರು ರೈತ ಸಂಘಟನೆಗಳ ಮುಖಂಡರು ಮತ್ತು ಕೃಷಿ ಸಂಸ್ಥೆಗಳ ಪ್ರತಿನಿಧಿಗಳ ಜೊತೆ ವಿಧಾನಸೌಧದ ಸಮ್ಮೇಳನ ಸಭಾಂಗಣದಲ್ಲಿ 2026-27ನೇ ಸಾಲಿನ ಆಯವ್ಯಯ ಪೂರ್ವಭಾವಿ ಸಭೆ ನಡೆಸಿ ಚರ್ಚಿಸಿದರು. <box>5 265 263 296</box>
temple-photo <box>5 815 223 1061</box>
dateline: ಚಾಮರಾಜನಗರ: <box>765 519 806 528</box>
paragraph: ಪದವಿ ಪೂರ್ವ ಶಿಕ್ಷಣ ಇಲಾಖೆಯು ದ್ವಿತೀಯ ಪಿ.ಯು.ಸಿ. ವಾರ್ಷಿಕ ಪರೀಕ್ಷೆಗಳನ್ನು ಫೆಬ್ರವರಿ 28 ರಿಂದ ಮಾರ್ಚ್ 17 ರವರೆಗೆ ನಡೆಸುತ್ತಿರುವ ಹಿನ್ನೆಲೆಯಲ್ಲಿ ಪರೀಕ್ಷಾ ಕಾರ್ಯವು ನ್ಯಾಯೋಚಿತವಾಗಿ ನಡೆಸುವ ಸದುದ್ದೇಶದಿಂದ ಜಿಲ್ಲೆಯ ಒಟ್ಟು 17 ಪರೀಕ್ಷಾ ಕೇಂದ್ರದ ಸುತ್ತಲ 200 ಮೀಟರ್ ವ್ಯಾಪ್ತಿಯ ಪ್ರದೇಶವನ್ನು ನಿಷೇಧಿತ ಪ್ರದೇಶವೆಂದು ಘೋಷಿಸಲಾಗಿದೆ. ಪರೀಕ್ಷಾ ಕೇಂದ್ರದ ಸುತ್ತ 200 ಮೀಟರ್ ವ್ಯಾಪ್ತಿಯಲ್ಲಿ ಪರೀಕ್ಷಾ ದಿನಗಳಂದು ಬೆಳಿಗ್ಗೆ 6 ರಿಂದ ಸಂಜೆ 4 ಗಂಟೆಯವರೆಗೆ ನಿಷೇಧಾಜ್ಞೆ ವಿಧಿಸಲಾಗಿದೆ. ಅಲ್ಲದೇ ಸದರಿ ದಿನಗಳಂದು ಪರೀಕ್ಷಾ ಕೇಂದ್ರಗಳ 200 ಮೀಟರ್ ವ್ಯಾಪ್ತಿಯಲ್ಲಿ ಬರುವ ಜೆರಾಕ್ಸ್ ಮತ್ತು ಕಂಪ್ಯೂಟರ್/ಸೈಬರ್ ಅಂಗಡಿಗಳನ್ನು ಬೆಳಿಗ್ಗೆ 6 ರಿಂದ ಸಂಜೆ 4 ಗಂಟೆಯವರೆಗೆ ಮುಚ್ಚಲು ಸಹ ಆದೇಶಿಸಲಾಗಿದೆ. <box>757 87 937 192</box>
dateline: ಚಾಮರಾಜನಗರ: <box>855 603 896 613</box>
dateline: ಬೆಂಗಳೂರು: <box>19 458 49 467</box>
palm-icon: 🌴 <box>780 11 797 26</box>
training-photo <box>757 1049 937 1117</box>
paragraph: ಚುನಾವಣೆಯಲ್ಲಿ ಸೋತಿದ್ದರೂ ಕ್ಷೇತ್ರದ ಜನರ ಸಮಸ್ಯೆಗಳಿಗೆ ನಿರಂತರವಾಗಿ ಸ್ಪಂದಿಸುತ್ತಿದ್ದೇನೆ ಎಂದು ಮಾಜಿ ಶಾಸಕರು ಹೇಳಿದರು. ಗ್ರಾಮಾಂತರ ಪ್ರದೇಶಗಳಲ್ಲಿ ಕುಡಿಯುವ ನೀರು, ರಸ್ತೆ, ಚರಂಡಿ ಸೇರಿದಂತೆ ಮೂಲಸೌಕರ್ಯಗಳ ಕೊರತೆ ಇದ್ದು, ಈ ಬಗ್ಗೆ ಸಂಬಂಧಪಟ್ಟ ಅಧಿಕಾರಿಗಳ ಗಮನ ಸೆಳೆಯಲಾಗಿದೆ. ಕ್ಷೇತ್ರದ ಅಭಿವೃದ್ಧಿಗೆ ಸರ್ಕಾರದಿಂದ ಅನುದಾನ ತರಲು ಪ್ರಯತ್ನಿಸಲಾಗುತ್ತಿದೆ. ಕಾರ್ಯಕರ್ತರು ಪಕ್ಷ ಸಂಘಟನೆಗೆ ಹೆಚ್ಚಿನ ಒತ್ತು ನೀಡಬೇಕು. ಮುಂಬರುವ ಸ್ಥಳೀಯ ಸಂಸ್ಥೆಗಳ ಚುನಾವಣೆಯಲ್ಲಿ ಪಕ್ಷದ ಅಭ್ಯರ್ಥಿಗಳ ಗೆಲುವಿಗೆ ಶ್ರಮಿಸಬೇಕು ಎಂದು ಕರೆ ನೀಡಿದರು. ಸಭೆಯಲ್ಲಿ ಮುಖಂಡರು ಹಾಗೂ ಕಾರ್ಯಕರ್ತರು ಭಾಗವಹಿಸಿದ್ದರು. <box>166 1228 318 1333</box>
dateline: ಬೆಂಗಳೂರು: <box>270 440 300 449</box>
cm-body <box>5 265 263 353</box>
dateline: ಬೆಂಗಳೂರು: <box>280 140 310 149</box>
masthead <box>748 1 942 59</box>
esic-headline-2: ಸೇವಾ ಪಕ್ಷೋತ್ಸವ <box>50 418 205 449</box>
logo-left: ಸಂಜೆ <box>752 7 781 27</box>
